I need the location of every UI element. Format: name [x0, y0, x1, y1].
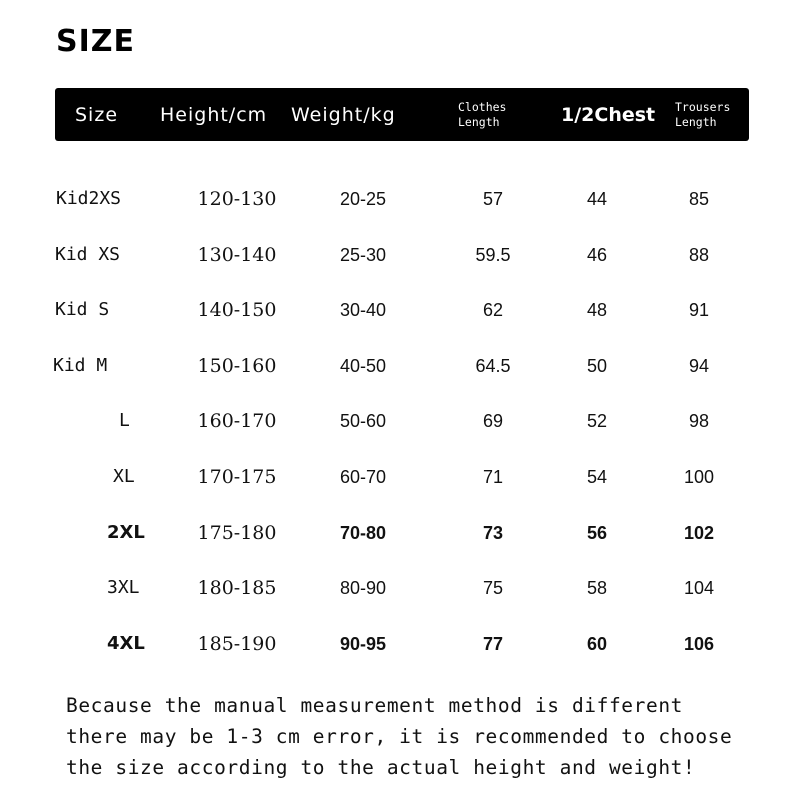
table-row [0, 346, 800, 386]
weight-cell: 50-60 [339, 411, 387, 431]
size-cell: Kid XS [55, 244, 121, 265]
table-row [0, 624, 800, 664]
clothes-length-cell: 62 [482, 300, 504, 320]
table-header [55, 88, 749, 141]
size-cell: 4XL [107, 633, 145, 654]
header-clothes-length [458, 88, 506, 141]
height-cell: 175-180 [197, 522, 277, 544]
weight-cell: 25-30 [339, 245, 387, 265]
page-title: SIZE [56, 24, 136, 59]
header-height: Height/cm [160, 103, 268, 126]
clothes-length-cell: 71 [482, 467, 504, 487]
trousers-length-cell: 94 [688, 356, 710, 376]
weight-cell: 30-40 [339, 300, 387, 320]
note-line: there may be 1-3 cm error, it is recommended to choose [66, 725, 733, 748]
height-cell: 130-140 [197, 244, 277, 266]
half-chest-cell: 44 [586, 189, 608, 209]
height-cell: 185-190 [197, 633, 277, 655]
half-chest-cell: 50 [586, 356, 608, 376]
clothes-length-cell: 73 [482, 523, 504, 543]
half-chest-cell: 52 [586, 411, 608, 431]
header-half-chest: 1/2Chest [561, 103, 656, 126]
half-chest-cell: 58 [586, 578, 608, 598]
height-cell: 120-130 [197, 188, 277, 210]
height-cell: 170-175 [197, 466, 277, 488]
table-row [0, 290, 800, 330]
size-cell: Kid S [55, 299, 110, 320]
weight-cell: 40-50 [339, 356, 387, 376]
trousers-length-cell: 106 [683, 634, 715, 654]
clothes-length-cell: 57 [482, 189, 504, 209]
size-cell: 2XL [107, 522, 145, 543]
header-weight: Weight/kg [291, 103, 396, 126]
height-cell: 140-150 [197, 299, 277, 321]
trousers-length-cell: 100 [683, 467, 715, 487]
table-row [0, 179, 800, 219]
table-row [0, 457, 800, 497]
weight-cell: 80-90 [339, 578, 387, 598]
trousers-length-cell: 102 [683, 523, 715, 543]
trousers-length-cell: 104 [683, 578, 715, 598]
size-cell: Kid2XS [56, 188, 122, 209]
height-cell: 180-185 [197, 577, 277, 599]
table-row [0, 401, 800, 441]
size-cell: Kid M [53, 355, 108, 376]
header-clothes-length-line1: Clothes [458, 99, 507, 114]
size-cell: XL [113, 466, 135, 487]
clothes-length-cell: 59.5 [475, 245, 511, 265]
trousers-length-cell: 91 [688, 300, 710, 320]
size-cell: L [119, 410, 130, 431]
measurement-note [66, 690, 786, 783]
half-chest-cell: 60 [586, 634, 608, 654]
height-cell: 150-160 [197, 355, 277, 377]
note-line: Because the manual measurement method is different [66, 694, 683, 717]
trousers-length-cell: 88 [688, 245, 710, 265]
half-chest-cell: 46 [586, 245, 608, 265]
trousers-length-cell: 85 [688, 189, 710, 209]
header-clothes-length-line2: Length [458, 114, 500, 129]
weight-cell: 70-80 [339, 523, 387, 543]
size-cell: 3XL [107, 577, 140, 598]
clothes-length-cell: 75 [482, 578, 504, 598]
half-chest-cell: 56 [586, 523, 608, 543]
clothes-length-cell: 64.5 [475, 356, 511, 376]
height-cell: 160-170 [197, 410, 277, 432]
header-size: Size [75, 103, 119, 126]
weight-cell: 60-70 [339, 467, 387, 487]
half-chest-cell: 48 [586, 300, 608, 320]
note-line: the size according to the actual height and weight! [66, 756, 696, 779]
table-row [0, 235, 800, 275]
half-chest-cell: 54 [586, 467, 608, 487]
table-row [0, 568, 800, 608]
clothes-length-cell: 77 [482, 634, 504, 654]
clothes-length-cell: 69 [482, 411, 504, 431]
header-trousers-length-line2: Length [675, 114, 717, 129]
header-trousers-length [675, 88, 730, 141]
weight-cell: 20-25 [339, 189, 387, 209]
weight-cell: 90-95 [339, 634, 387, 654]
header-trousers-length-line1: Trousers [675, 99, 731, 114]
trousers-length-cell: 98 [688, 411, 710, 431]
table-row [0, 513, 800, 553]
